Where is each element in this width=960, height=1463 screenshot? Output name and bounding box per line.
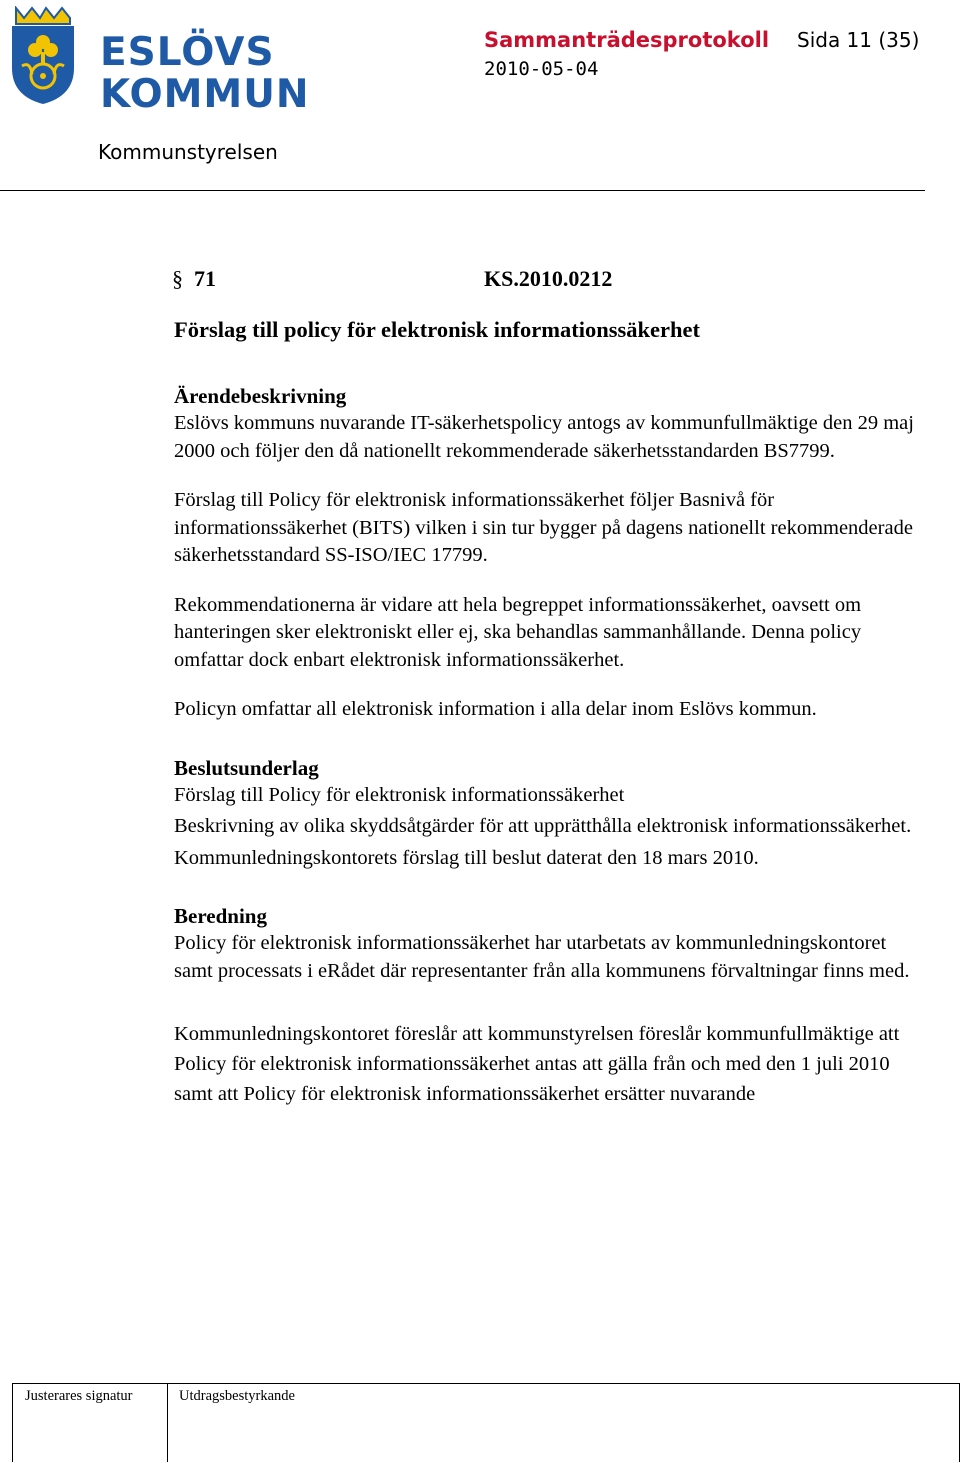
paragraph-symbol: §: [172, 266, 183, 291]
meeting-date: 2010-05-04: [484, 58, 599, 80]
board-name: Kommunstyrelsen: [98, 140, 278, 164]
page-number: Sida 11 (35): [797, 28, 920, 52]
list-item: Beskrivning av olika skyddsåtgärder för att upprätthålla elektronisk informationssäkerhet.: [174, 815, 912, 837]
coat-of-arms-icon: [8, 6, 78, 106]
brand-line-1: ESLÖVS: [100, 30, 275, 75]
heading-arendebeskrivning: Ärendebeskrivning: [174, 384, 347, 408]
section-title: Förslag till policy för elektronisk informationssäkerhet: [174, 317, 701, 342]
municipality-logo: [8, 6, 310, 117]
extract-label: Utdragsbestyrkande: [179, 1388, 295, 1404]
body-paragraph: Förslag till Policy för elektronisk informationssäkerhet följer Basnivå för informationssäkerhet (BITS) vilken i sin tur bygger på dagens nationellt rekommenderade säkerhetsstandard SS-ISO/IEC 17799.: [174, 489, 913, 566]
section-number-row: [172, 266, 612, 292]
body-paragraph: Rekommendationerna är vidare att hela begreppet informationssäkerhet, oavsett om hanteringen sker elektroniskt eller ej, ska behandlas sammanhållande. Denna policy omfattar dock enbart elektronisk informationssäkerhet.: [174, 593, 862, 671]
signature-label: Justerares signatur: [25, 1388, 133, 1404]
section-number: 71: [194, 266, 216, 291]
signature-cell: [13, 1384, 168, 1462]
document-type: Sammanträdesprotokoll: [484, 28, 770, 52]
body-paragraph: Eslövs kommuns nuvarande IT-säkerhetspolicy antogs av kommunfullmäktige den 29 maj 2000 och följer den då nationellt rekommenderade säkerhetsstandarden BS7799.: [174, 412, 914, 462]
document-body: [174, 316, 914, 1131]
signature-footer: [12, 1383, 960, 1462]
body-paragraph: Policyn omfattar all elektronisk information i alla delar inom Eslövs kommun.: [174, 698, 817, 720]
case-reference: KS.2010.0212: [484, 266, 613, 291]
list-item: Förslag till Policy för elektronisk informationssäkerhet: [174, 783, 625, 806]
heading-beslutsunderlag: Beslutsunderlag: [174, 755, 319, 780]
body-paragraph: Kommunledningskontoret föreslår att kommunstyrelsen föreslår kommunfullmäktige att Policy för elektronisk informationssäkerhet antas att gälla från och med den 1 juli 2010 samt att Policy för elektronisk informationssäkerhet ersätter nuvarande: [174, 1023, 900, 1105]
brand-wordmark: [100, 32, 310, 116]
body-paragraph: Policy för elektronisk informationssäkerhet har utarbetats av kommunledningskontoret samt processats i eRådet där representanter från alla kommunens förvaltningar finns med.: [174, 932, 910, 982]
heading-beredning: Beredning: [174, 904, 267, 928]
brand-line-2: KOMMUN: [100, 72, 310, 117]
list-item: Kommunledningskontorets förslag till beslut daterat den 18 mars 2010.: [174, 846, 759, 869]
header-divider: [0, 190, 925, 191]
